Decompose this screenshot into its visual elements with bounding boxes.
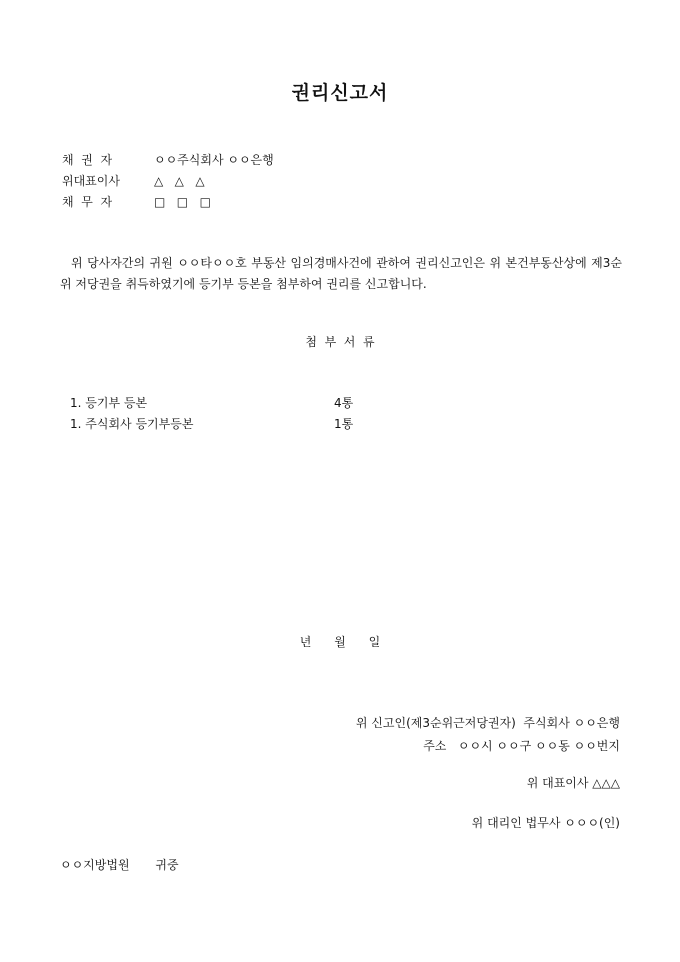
address-line: 주소 ㅇㅇ시 ㅇㅇ구 ㅇㅇ동 ㅇㅇ번지 xyxy=(423,739,620,753)
signature-block xyxy=(356,714,620,831)
document-title: 권리신고서 xyxy=(291,82,389,104)
representative-line: 위 대표이사 △△△ xyxy=(526,776,620,790)
representative-value: △ △ △ xyxy=(154,174,205,188)
creditor-label: 채 권 자 xyxy=(62,153,113,167)
representative-label: 위대표이사 xyxy=(62,174,120,188)
agent-line: 위 대리인 법무사 ㅇㅇㅇ(인) xyxy=(471,816,620,830)
attachments-list xyxy=(70,393,353,435)
court-suffix: 귀중 xyxy=(155,858,179,872)
debtor-label: 채 무 자 xyxy=(62,195,113,209)
list-item xyxy=(70,393,353,414)
list-item xyxy=(70,414,353,435)
attachment-count: 4통 xyxy=(334,396,354,410)
debtor-value: □ □ □ xyxy=(154,195,211,209)
creditor-value: ㅇㅇ주식회사 ㅇㅇ은행 xyxy=(154,153,274,167)
attachment-name: 1. 주식회사 등기부등본 xyxy=(70,417,194,431)
date-line: 년 월 일 xyxy=(299,635,381,649)
attachments-heading: 첨 부 서 류 xyxy=(305,335,375,349)
party-row-representative xyxy=(62,171,274,192)
attachment-name: 1. 등기부 등본 xyxy=(70,396,148,410)
court-name: ㅇㅇ지방법원 xyxy=(60,858,130,872)
parties-block xyxy=(62,150,274,213)
body-paragraph: 위 당사자간의 귀원 ㅇㅇ타ㅇㅇ호 부동산 임의경매사건에 관하여 권리신고인은 위 본건부동산상에 제3순위 저당권을 취득하였기에 등기부 등본을 첨부하여 권리를 신고합니다. xyxy=(60,256,622,291)
attachment-count: 1통 xyxy=(334,417,354,431)
party-row-debtor xyxy=(62,192,274,213)
filer-line: 위 신고인(제3순위근저당권자) 주식회사 ㅇㅇ은행 xyxy=(355,716,620,730)
party-row-creditor xyxy=(62,150,274,171)
court-addressee xyxy=(60,856,179,873)
